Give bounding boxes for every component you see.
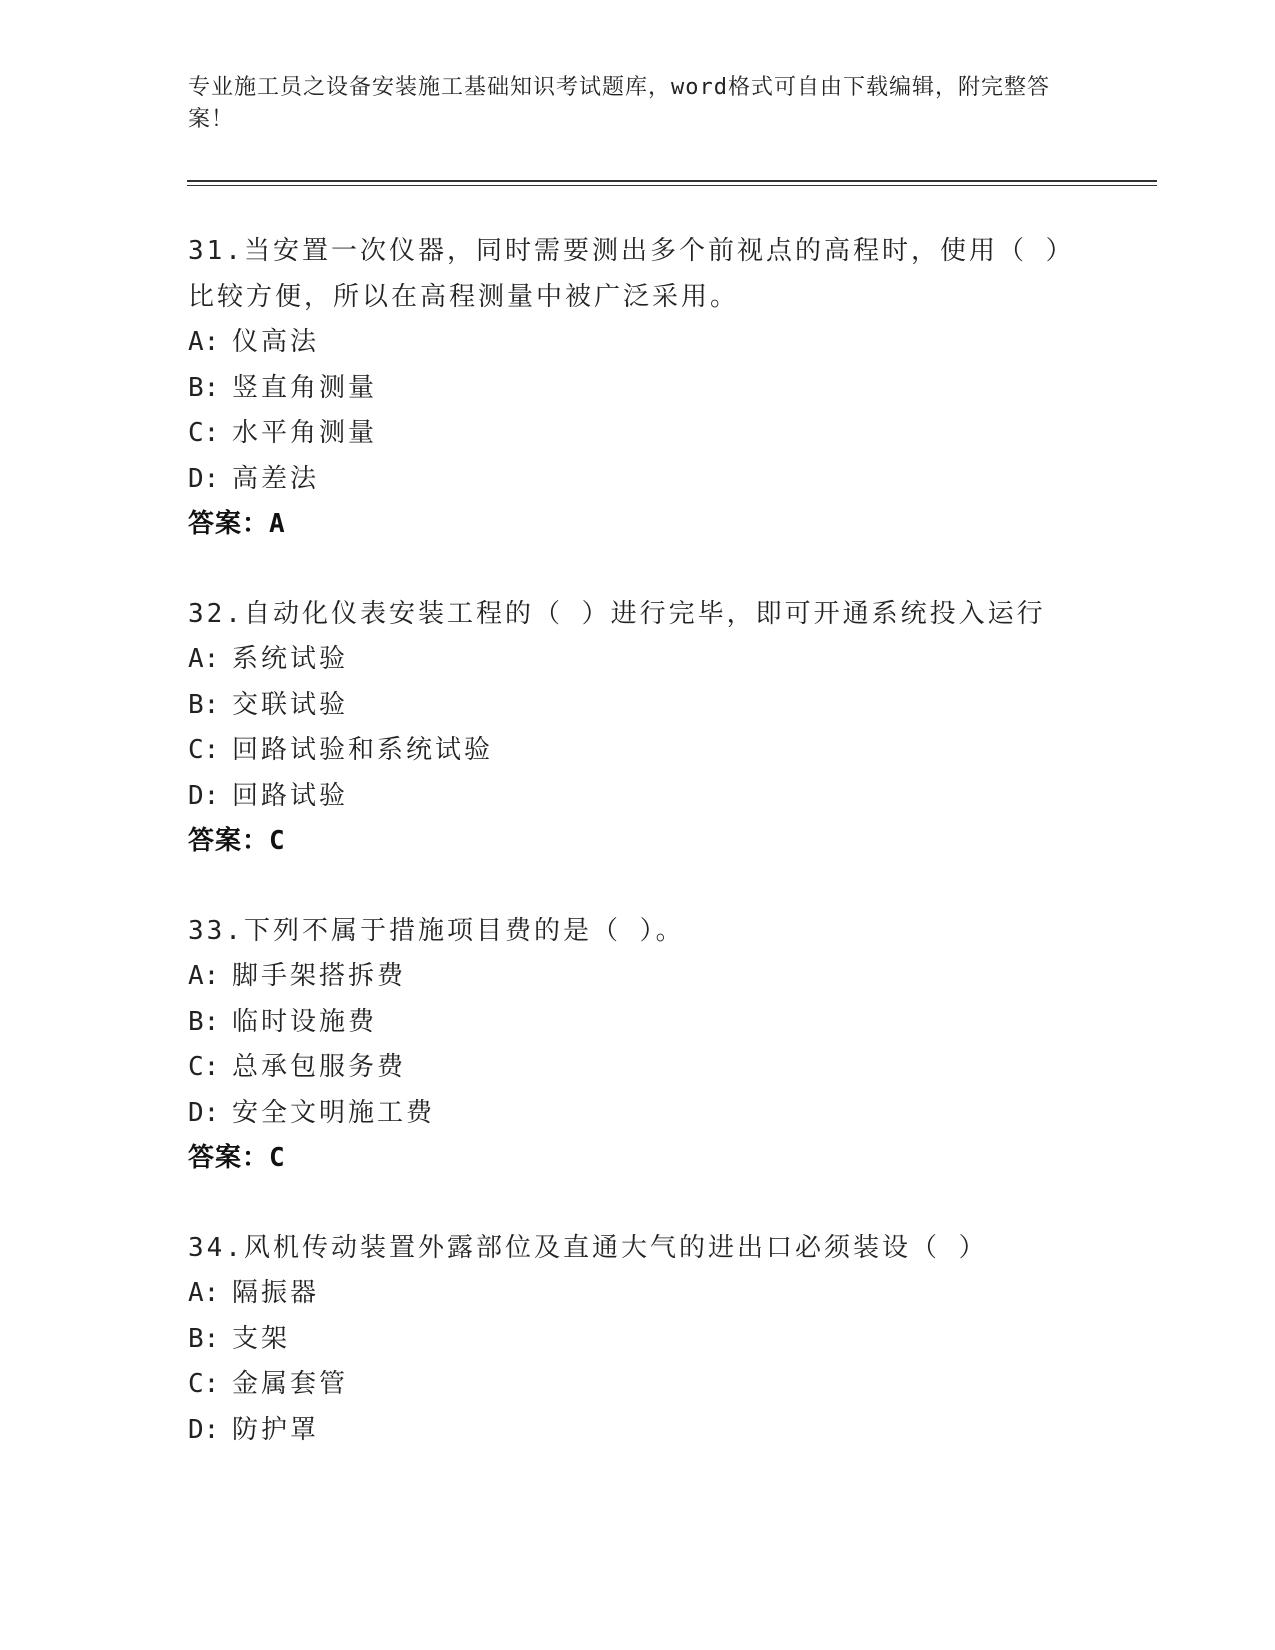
option-letter: C: [188, 418, 220, 448]
option-letter: A: [188, 961, 220, 991]
option-letter: C: [188, 1052, 220, 1082]
option-text: 金属套管 [232, 1369, 349, 1399]
option-letter: C: [188, 1369, 220, 1399]
option-text: 安全文明施工费 [232, 1097, 436, 1128]
option-letter: C: [188, 735, 220, 765]
question-stem: 31.当安置一次仪器，同时需要测出多个前视点的高程时，使用（ ）比较方便，所以在高程测量中被广泛采用。 [188, 236, 1075, 312]
option-letter: B: [188, 1006, 220, 1037]
option-c [188, 411, 1088, 457]
option-text: 竖直角测量 [232, 372, 378, 403]
option-letter: A: [188, 644, 220, 674]
option-c [188, 1045, 1088, 1091]
answer-label: 答案：A [188, 509, 286, 539]
option-letter: D: [188, 463, 220, 494]
question-31 [188, 228, 1088, 548]
option-d [188, 774, 1088, 820]
option-text: 交联试验 [232, 689, 349, 720]
question-34 [188, 1225, 1088, 1453]
option-letter: B: [188, 1323, 220, 1354]
option-c [188, 1362, 1088, 1408]
question-33 [188, 908, 1088, 1182]
option-b [188, 683, 1088, 729]
option-text: 隔振器 [232, 1278, 320, 1308]
option-d [188, 457, 1088, 503]
answer-label: 答案：C [188, 826, 286, 856]
option-d [188, 1091, 1088, 1137]
option-text: 高差法 [232, 463, 320, 494]
option-text: 水平角测量 [232, 418, 378, 448]
option-text: 总承包服务费 [232, 1052, 407, 1082]
header-divider [187, 180, 1157, 186]
option-a [188, 1271, 1088, 1317]
document-header: 专业施工员之设备安装施工基础知识考试题库，word格式可自由下载编辑，附完整答案！ [188, 75, 1050, 132]
option-text: 回路试验 [232, 780, 349, 811]
option-d [188, 1408, 1088, 1454]
question-stem: 34.风机传动装置外露部位及直通大气的进出口必须装设（ ） [188, 1233, 988, 1263]
option-b [188, 366, 1088, 412]
option-text: 脚手架搭拆费 [232, 961, 407, 991]
option-text: 临时设施费 [232, 1006, 378, 1037]
option-a [188, 637, 1088, 683]
answer-label: 答案：C [188, 1143, 286, 1173]
option-letter: B: [188, 372, 220, 403]
option-letter: D: [188, 780, 220, 811]
option-letter: D: [188, 1097, 220, 1128]
question-stem: 32.自动化仪表安装工程的（ ）进行完毕，即可开通系统投入运行 [188, 599, 1046, 629]
option-b [188, 1000, 1088, 1046]
option-text: 系统试验 [232, 644, 349, 674]
option-letter: A: [188, 327, 220, 357]
option-text: 仪高法 [232, 327, 320, 357]
option-b [188, 1317, 1088, 1363]
option-c [188, 728, 1088, 774]
option-a [188, 320, 1088, 366]
option-text: 防护罩 [232, 1414, 320, 1445]
option-letter: A: [188, 1278, 220, 1308]
option-letter: B: [188, 689, 220, 720]
question-stem: 33.下列不属于措施项目费的是（ ）。 [188, 916, 685, 946]
option-text: 支架 [232, 1323, 291, 1354]
question-32 [188, 591, 1088, 865]
option-text: 回路试验和系统试验 [232, 735, 494, 765]
option-a [188, 954, 1088, 1000]
option-letter: D: [188, 1414, 220, 1445]
